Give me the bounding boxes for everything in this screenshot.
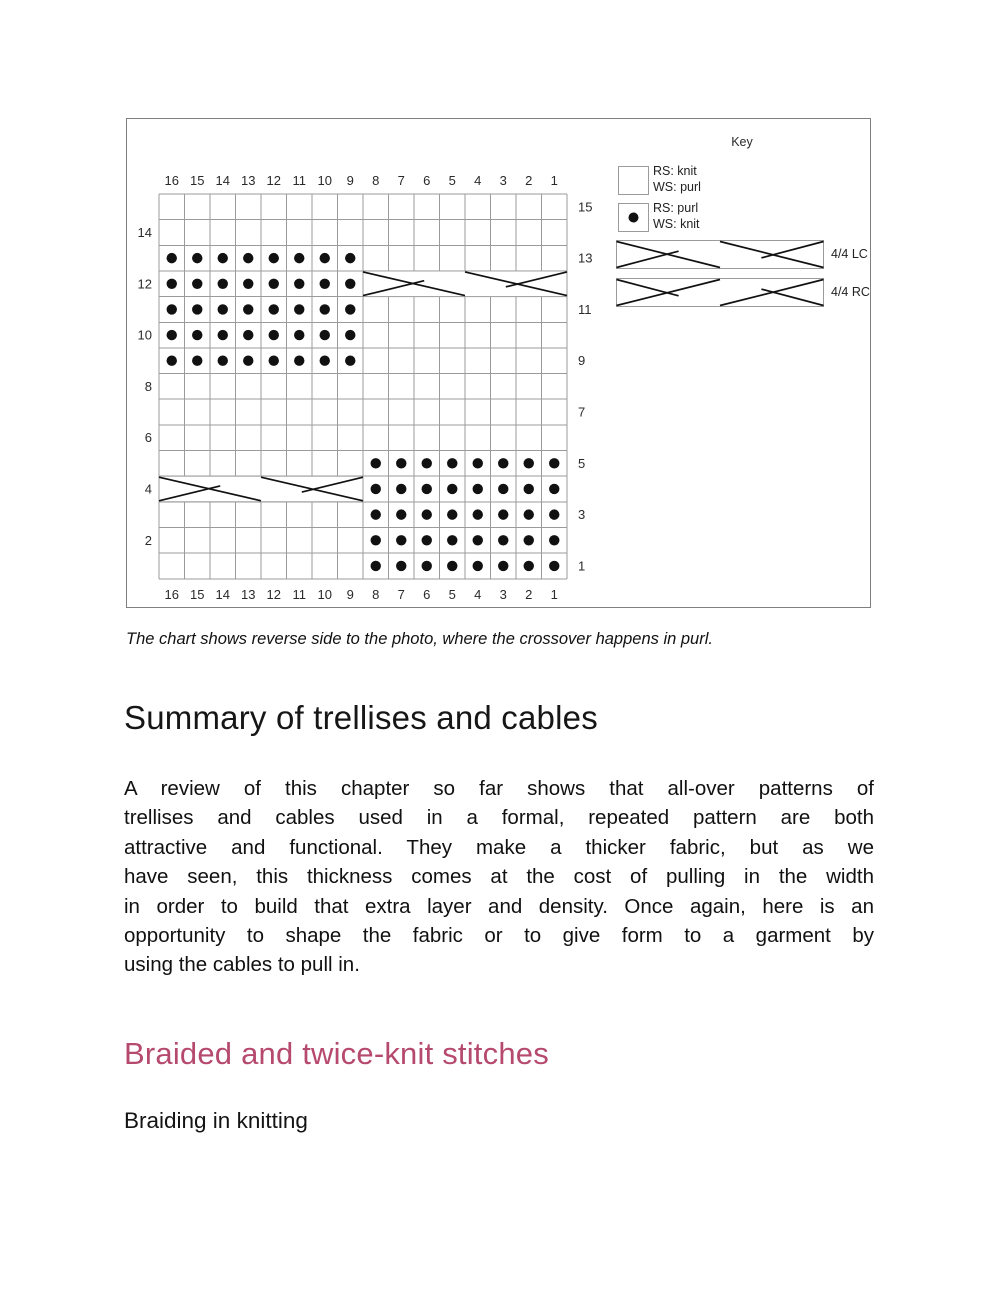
svg-text:6: 6 xyxy=(423,173,431,188)
cable-4-4-lc-symbol-icon xyxy=(616,240,824,269)
svg-text:2: 2 xyxy=(525,586,533,602)
key-title: Key xyxy=(731,135,753,149)
svg-text:1: 1 xyxy=(550,586,558,602)
figure-caption: The chart shows reverse side to the photo, where the crossover happens in purl. xyxy=(126,630,713,648)
paragraph-line: attractive and functional. They make a thicker fabric, but as we xyxy=(124,835,874,859)
paragraph-line: using the cables to pull in. xyxy=(124,953,360,977)
svg-text:14: 14 xyxy=(215,586,230,602)
knitting-chart-grid xyxy=(127,119,872,609)
svg-text:9: 9 xyxy=(346,173,354,188)
svg-text:13: 13 xyxy=(241,586,256,602)
svg-text:9: 9 xyxy=(346,586,354,602)
svg-text:11: 11 xyxy=(578,301,592,317)
svg-text:1: 1 xyxy=(550,173,558,188)
svg-text:15: 15 xyxy=(190,586,205,602)
svg-text:5: 5 xyxy=(578,455,586,471)
svg-text:8: 8 xyxy=(372,173,380,188)
svg-text:10: 10 xyxy=(317,586,332,602)
knitting-chart-figure xyxy=(126,118,871,608)
body-paragraph xyxy=(124,774,874,980)
svg-text:13: 13 xyxy=(241,173,256,188)
svg-text:9: 9 xyxy=(578,353,586,369)
key-purl-label: RS: purl WS: knit xyxy=(653,201,700,231)
svg-text:14: 14 xyxy=(137,224,152,240)
subheading-braiding: Braiding in knitting xyxy=(124,1108,308,1133)
paragraph-line: trellises and cables used in a formal, repeated pattern are both xyxy=(124,806,874,830)
knit-stitch-symbol-icon xyxy=(618,166,649,195)
svg-text:11: 11 xyxy=(292,173,306,188)
svg-text:16: 16 xyxy=(164,173,179,188)
section-heading: Summary of trellises and cables xyxy=(124,699,598,736)
svg-text:13: 13 xyxy=(578,250,593,266)
paragraph-line: opportunity to shape the fabric or to give form to a garment by xyxy=(124,924,874,948)
svg-text:3: 3 xyxy=(578,507,586,523)
cable-4-4-rc-symbol-icon xyxy=(616,278,824,307)
svg-text:3: 3 xyxy=(499,173,507,188)
svg-text:12: 12 xyxy=(266,586,281,602)
svg-text:2: 2 xyxy=(525,173,533,188)
svg-text:4: 4 xyxy=(474,173,482,188)
svg-text:6: 6 xyxy=(423,586,431,602)
svg-text:5: 5 xyxy=(448,586,456,602)
svg-text:7: 7 xyxy=(397,173,405,188)
svg-text:1: 1 xyxy=(578,558,586,574)
svg-text:6: 6 xyxy=(144,430,152,446)
svg-text:8: 8 xyxy=(144,378,152,394)
svg-text:10: 10 xyxy=(137,327,152,343)
key-rc-label: 4/4 RC xyxy=(831,285,870,299)
svg-text:4: 4 xyxy=(474,586,482,602)
svg-text:15: 15 xyxy=(190,173,205,188)
svg-text:12: 12 xyxy=(137,276,152,292)
subsection-heading: Braided and twice-knit stitches xyxy=(124,1036,549,1071)
key-lc-label: 4/4 LC xyxy=(831,247,868,261)
svg-text:12: 12 xyxy=(266,173,281,188)
purl-stitch-symbol-icon xyxy=(618,203,649,232)
paragraph-line: in order to build that extra layer and density. Once again, here is an xyxy=(124,894,874,918)
paragraph-line: A review of this chapter so far shows that all-over patterns of xyxy=(124,777,874,800)
svg-text:11: 11 xyxy=(292,586,306,602)
svg-text:2: 2 xyxy=(144,532,152,548)
svg-text:5: 5 xyxy=(448,173,456,188)
svg-text:4: 4 xyxy=(144,481,152,497)
svg-text:7: 7 xyxy=(397,586,405,602)
svg-text:15: 15 xyxy=(578,199,593,215)
svg-text:14: 14 xyxy=(215,173,230,188)
svg-text:3: 3 xyxy=(499,586,507,602)
paragraph-line: have seen, this thickness comes at the cost of pulling in the width xyxy=(124,865,874,889)
key-knit-label: RS: knit WS: purl xyxy=(653,164,701,194)
svg-text:7: 7 xyxy=(578,404,586,420)
svg-text:16: 16 xyxy=(164,586,179,602)
svg-text:8: 8 xyxy=(372,586,380,602)
svg-text:10: 10 xyxy=(317,173,332,188)
